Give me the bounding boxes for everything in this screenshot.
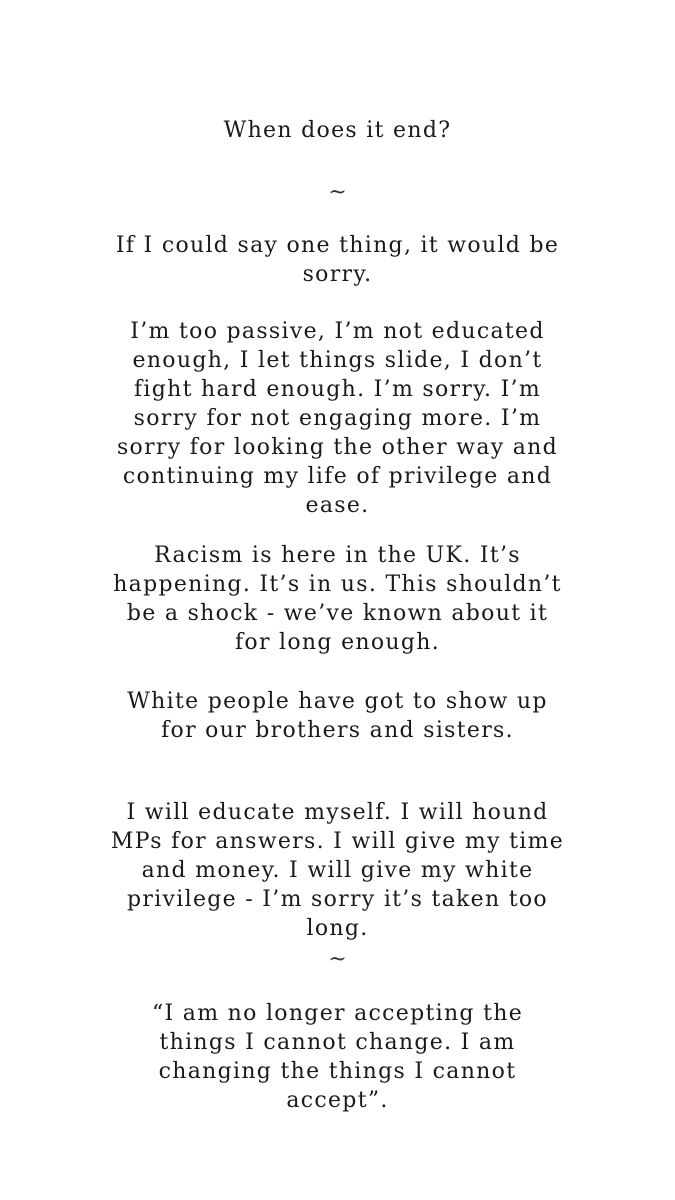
- tilde-divider-2: ~: [328, 947, 347, 972]
- note-title: When does it end?: [223, 118, 452, 143]
- paragraph-show-up: White people have got to show up for our brothers and sisters.: [127, 689, 548, 743]
- tilde-divider: ~: [328, 180, 347, 205]
- paragraph-commitments: I will educate myself. I will hound MPs for answers. I will give my time and money. I will give my white privilege - I’m sorry it’s taken too long.: [110, 800, 565, 941]
- closing-quote: “I am no longer accepting the things I cannot change. I am changing the things I cannot accept”.: [151, 1001, 524, 1113]
- paragraph-racism-uk: Racism is here in the UK. It’s happening. It’s in us. This shouldn’t be a shock - we’ve known about it for long enough.: [113, 543, 562, 655]
- paragraph-passive: I’m too passive, I’m not educated enough, I let things slide, I don’t fight hard enough. I’m sorry. I’m sorry for not engaging more. I’m sorry for looking the other way and continuing my life of privilege and ease.: [116, 319, 559, 518]
- paragraph-sorry: If I could say one thing, it would be sorry.: [115, 233, 560, 287]
